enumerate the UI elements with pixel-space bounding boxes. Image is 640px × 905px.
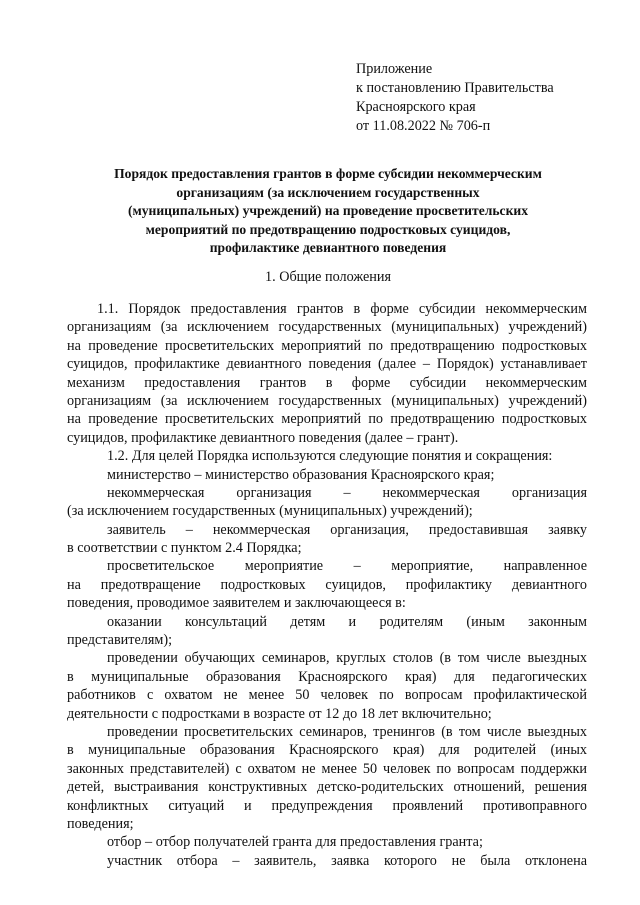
appendix-line: от 11.08.2022 № 706-п — [356, 118, 491, 134]
body-line: суицидов, профилактике девиантного поведения (далее – грант). — [67, 429, 459, 446]
body-line: механизм предоставления грантов в форме субсидии некоммерческим — [67, 374, 587, 391]
body-line: проведении обучающих семинаров, круглых столов (в том числе выездных — [107, 650, 587, 667]
body-line: на проведение просветительских мероприятий по предотвращению подростковых — [67, 337, 587, 354]
body-line: организациям (за исключением государственных (муниципальных) учреждений) — [67, 392, 587, 409]
title-line: мероприятий по предотвращению подростковых суицидов, — [145, 221, 511, 237]
body-line: на предотвращение подростковых суицидов, профилактику девиантного — [67, 576, 587, 593]
body-line: в муниципальные образования Красноярского края) для педагогических — [67, 668, 587, 685]
appendix-line: Красноярского края — [356, 99, 476, 115]
body-line: 1.2. Для целей Порядка используются следующие понятия и сокращения: — [107, 448, 553, 465]
title-line: Порядок предоставления грантов в форме субсидии некоммерческим — [114, 166, 542, 181]
body-line: (за исключением государственных (муниципальных) учреждений); — [67, 503, 473, 520]
body-line: поведения; — [67, 815, 134, 832]
body-line: конфликтных ситуаций и предупреждения проявлений противоправного — [67, 797, 587, 814]
body-line: законных представителей) с охватом не менее 50 человек по вопросам поддержки — [67, 760, 587, 777]
document-title — [60, 165, 596, 258]
body-line: на проведение просветительских мероприятий по предотвращению подростковых — [67, 411, 587, 428]
body-line: 1.1. Порядок предоставления грантов в форме субсидии некоммерческим — [97, 301, 587, 317]
body-line: суицидов, профилактике девиантного поведения (далее – Порядок) устанавливает — [67, 356, 587, 373]
body-line: детей, выстраивания конструктивных детско-родительских отношений, решения — [67, 779, 587, 796]
body-line: в муниципальные образования Красноярского края) для родителей (иных — [67, 742, 587, 759]
body-line: участник отбора – заявитель, заявка которого не была отклонена — [107, 852, 587, 869]
body-line: заявитель – некоммерческая организация, предоставившая заявку — [107, 521, 587, 538]
body-text — [67, 300, 587, 870]
appendix-line: Приложение — [356, 61, 433, 77]
body-line: отбор – отбор получателей гранта для предоставления гранта; — [107, 834, 483, 851]
appendix-line: к постановлению Правительства — [356, 80, 554, 96]
body-line: проведении просветительских семинаров, тренингов (в том числе выездных — [107, 723, 587, 740]
title-line: (муниципальных) учреждений) на проведение просветительских — [127, 203, 529, 219]
title-line: организациям (за исключением государственных — [176, 184, 480, 200]
body-line: поведения, проводимое заявителем и заключающееся в: — [67, 595, 406, 612]
section-heading: 1. Общие положения — [265, 269, 391, 285]
body-line: деятельности с подростками в возрасте от 12 до 18 лет включительно; — [67, 705, 492, 722]
body-line: работников с охватом не менее 50 человек по вопросам профилактической — [67, 687, 587, 704]
title-line: профилактике девиантного поведения — [209, 240, 447, 256]
body-line: организациям (за исключением государственных (муниципальных) учреждений) — [67, 319, 587, 336]
body-line: представителям); — [67, 632, 173, 649]
body-line: в соответствии с пунктом 2.4 Порядка; — [67, 540, 302, 557]
appendix-block — [356, 60, 554, 136]
body-line: некоммерческая организация – некоммерческая организация — [107, 484, 587, 501]
body-line: оказании консультаций детям и родителям (иным законным — [107, 613, 587, 630]
body-line: министерство – министерство образования Красноярского края; — [107, 466, 495, 483]
body-line: просветительское мероприятие – мероприятие, направленное — [107, 558, 587, 575]
